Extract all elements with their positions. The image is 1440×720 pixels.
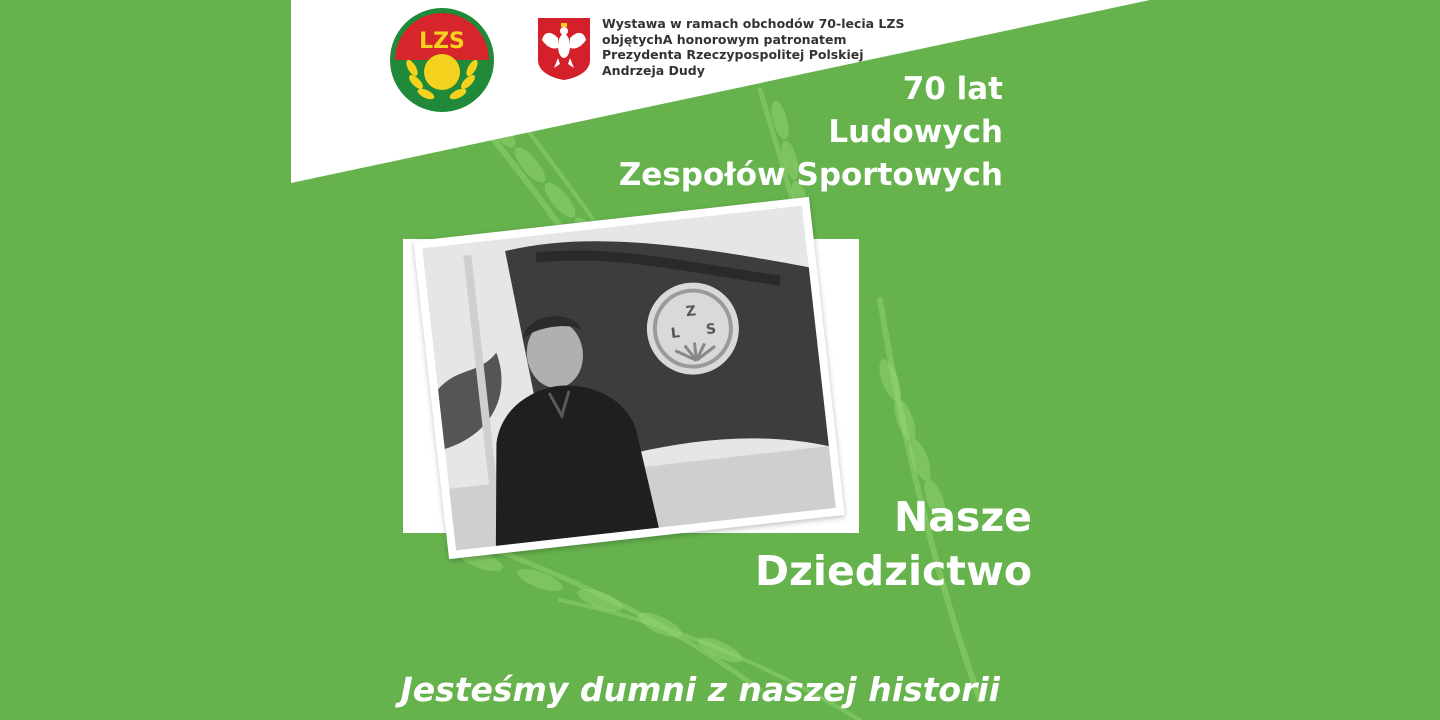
heritage-line-2: Dziedzictwo bbox=[755, 547, 1032, 595]
emblem-letter: L bbox=[670, 325, 681, 343]
patronage-line: objętychA honorowym patronatem bbox=[602, 31, 847, 47]
anniversary-title bbox=[619, 68, 1003, 197]
heritage-line-1: Nasze bbox=[893, 493, 1032, 541]
emblem-letter: Z bbox=[685, 303, 697, 321]
patronage-line: Wystawa w ramach obchodów 70-lecia LZS bbox=[602, 16, 905, 31]
title-line-3: Zespołów Sportowych bbox=[618, 157, 1003, 193]
title-line-1: 70 lat bbox=[902, 71, 1003, 107]
emblem-letter: S bbox=[705, 321, 718, 339]
lzs-logo-text: LZS bbox=[419, 29, 465, 54]
title-line-2: Ludowych bbox=[828, 114, 1003, 150]
patronage-line: Prezydenta Rzeczypospolitej Polskiej bbox=[602, 47, 864, 62]
polish-eagle-emblem bbox=[536, 16, 592, 82]
tagline: Jesteśmy dumni z naszej historii bbox=[400, 670, 1000, 709]
patronage-line: Andrzeja Dudy bbox=[602, 62, 705, 78]
lzs-logo bbox=[388, 6, 496, 114]
heritage-heading bbox=[755, 490, 1032, 598]
